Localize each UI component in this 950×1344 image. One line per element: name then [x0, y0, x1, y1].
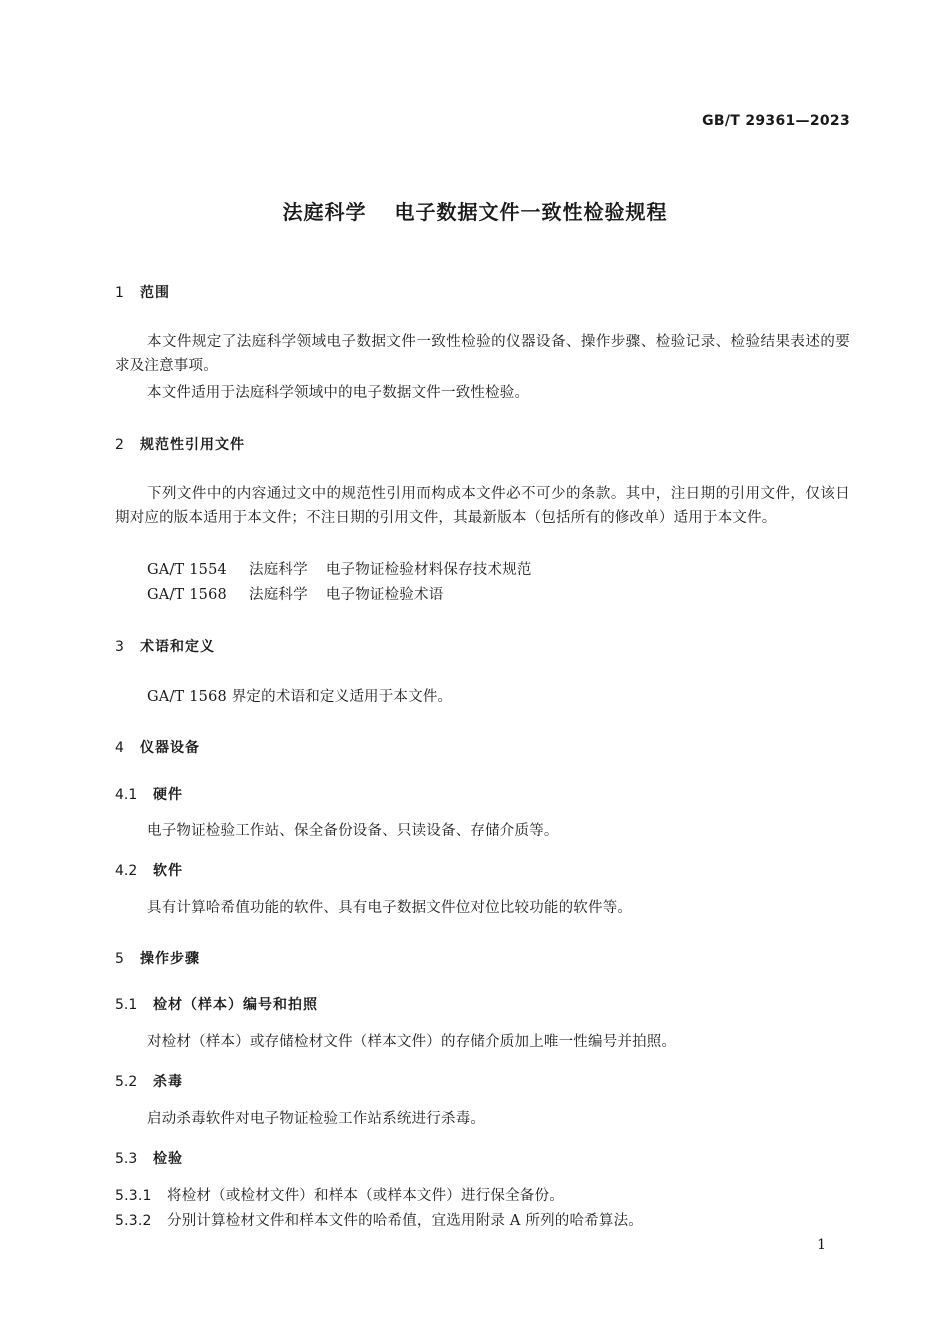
reference-code: GA/T 1554 — [147, 562, 227, 578]
section-5-heading — [115, 948, 200, 968]
subsection-number: 5.2 — [115, 1074, 138, 1090]
subsection-5-2-text: 启动杀毒软件对电子物证检验工作站系统进行杀毒。 — [147, 1111, 486, 1127]
page-number: 1 — [817, 1237, 826, 1253]
section-label: 术语和定义 — [140, 639, 215, 655]
section-3-paragraph-1: GA/T 1568 界定的术语和定义适用于本文件。 — [147, 689, 453, 705]
subsection-4-2-heading — [115, 860, 183, 880]
clause-number: 5.3.1 — [115, 1188, 152, 1204]
clause-5-3-1 — [115, 1184, 564, 1205]
section-label: 范围 — [140, 285, 170, 301]
reference-title-1: 法庭科学 — [249, 587, 308, 603]
section-label: 规范性引用文件 — [140, 437, 245, 453]
subsection-number: 5.3 — [115, 1151, 138, 1167]
subsection-number: 5.1 — [115, 997, 138, 1013]
normative-reference-2 — [147, 583, 443, 604]
subsection-number: 4.1 — [115, 787, 138, 803]
section-number: 2 — [115, 437, 124, 453]
standard-code: GB/T 29361—2023 — [702, 113, 850, 129]
section-1-heading — [115, 282, 170, 302]
subsection-label: 硬件 — [153, 787, 183, 803]
subsection-label: 杀毒 — [153, 1074, 183, 1090]
subsection-5-1-heading — [115, 994, 318, 1014]
title-part2: 电子数据文件一致性检验规程 — [394, 200, 668, 224]
reference-title-2: 电子物证检验术语 — [325, 587, 444, 603]
subsection-label: 检材（样本）编号和拍照 — [153, 997, 318, 1013]
clause-text: 将检材（或检材文件）和样本（或样本文件）进行保全备份。 — [167, 1188, 564, 1204]
subsection-4-1-heading — [115, 784, 183, 804]
section-number: 4 — [115, 740, 124, 756]
reference-title-2: 电子物证检验材料保存技术规范 — [325, 562, 532, 578]
subsection-number: 4.2 — [115, 863, 138, 879]
section-1-paragraph-2: 本文件适用于法庭科学领域中的电子数据文件一致性检验。 — [147, 385, 530, 401]
clause-text: 分别计算检材文件和样本文件的哈希值，宜选用附录 A 所列的哈希算法。 — [167, 1213, 643, 1229]
normative-reference-1 — [147, 558, 532, 579]
subsection-label: 软件 — [153, 863, 183, 879]
reference-code: GA/T 1568 — [147, 587, 227, 603]
section-label: 操作步骤 — [140, 951, 200, 967]
subsection-5-1-text: 对检材（样本）或存储检材文件（样本文件）的存储介质加上唯一性编号并拍照。 — [147, 1034, 677, 1050]
section-3-heading — [115, 636, 215, 656]
section-number: 1 — [115, 285, 124, 301]
section-number: 5 — [115, 951, 124, 967]
subsection-4-2-text: 具有计算哈希值功能的软件、具有电子数据文件位对位比较功能的软件等。 — [147, 900, 633, 916]
subsection-label: 检验 — [153, 1151, 183, 1167]
subsection-5-2-heading — [115, 1071, 183, 1091]
document-title — [0, 196, 950, 225]
section-number: 3 — [115, 639, 124, 655]
section-4-heading — [115, 737, 200, 757]
subsection-5-3-heading — [115, 1148, 183, 1168]
subsection-4-1-text: 电子物证检验工作站、保全备份设备、只读设备、存储介质等。 — [147, 823, 559, 839]
title-part1: 法庭科学 — [282, 200, 367, 224]
section-2-heading — [115, 434, 245, 454]
clause-number: 5.3.2 — [115, 1213, 152, 1229]
clause-5-3-2 — [115, 1209, 643, 1230]
section-2-paragraph-1: 下列文件中的内容通过文中的规范性引用而构成本文件必不可少的条款。其中，注日期的引用文件，仅该日期对应的版本适用于本文件；不注日期的引用文件，其最新版本（包括所有的修改单）适用于本文件。 — [115, 486, 850, 526]
section-label: 仪器设备 — [140, 740, 200, 756]
section-1-paragraph-1: 本文件规定了法庭科学领域电子数据文件一致性检验的仪器设备、操作步骤、检验记录、检验结果表述的要求及注意事项。 — [115, 334, 850, 374]
reference-title-1: 法庭科学 — [249, 562, 308, 578]
